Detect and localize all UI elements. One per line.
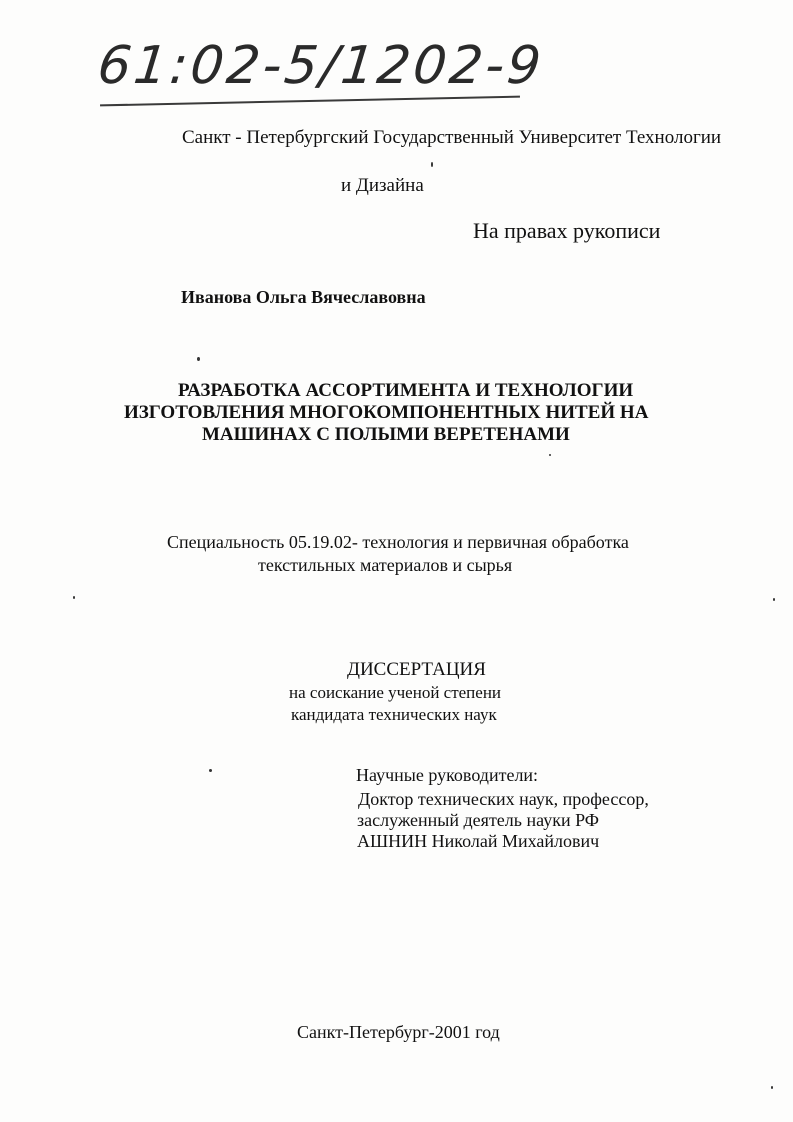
scan-speck [773, 598, 775, 601]
supervisor-line2: заслуженный деятель науки РФ [357, 810, 599, 830]
specialty-line2: текстильных материалов и сырья [258, 555, 513, 575]
dissertation-title-line2: ИЗГОТОВЛЕНИЯ МНОГОКОМПОНЕНТНЫХ НИТЕЙ НА [124, 402, 649, 423]
specialty-line1: Специальность 05.19.02- технология и первичная обработка [167, 532, 629, 552]
scan-speck [197, 357, 200, 361]
scan-speck [209, 769, 212, 772]
dissertation-title-line3: МАШИНАХ С ПОЛЫМИ ВЕРЕТЕНАМИ [202, 424, 570, 445]
degree-line1: на соискание ученой степени [289, 683, 502, 702]
supervisors-heading: Научные руководители: [356, 765, 539, 785]
manuscript-rights-label: На правах рукописи [473, 218, 661, 243]
supervisor-line3: АШНИН Николай Михайлович [357, 831, 600, 851]
university-name-line2: и Дизайна [341, 175, 424, 196]
scan-speck [549, 454, 551, 456]
scan-speck [771, 1086, 773, 1089]
supervisor-line1: Доктор технических наук, профессор, [358, 789, 649, 809]
archive-code-handwritten: 61:02-5/1202-9 [94, 36, 547, 96]
university-name-line1: Санкт - Петербургский Государственный Университет Технологии [182, 127, 722, 148]
scan-speck [431, 162, 433, 167]
scan-speck [73, 596, 75, 599]
city-year: Санкт-Петербург-2001 год [297, 1022, 500, 1042]
author-name: Иванова Ольга Вячеславовна [181, 287, 426, 307]
dissertation-title-line1: РАЗРАБОТКА АССОРТИМЕНТА И ТЕХНОЛОГИИ [178, 380, 634, 401]
archive-code-underline [100, 96, 520, 107]
dissertation-type: ДИССЕРТАЦИЯ [347, 659, 486, 680]
degree-line2: кандидата технических наук [291, 705, 497, 724]
